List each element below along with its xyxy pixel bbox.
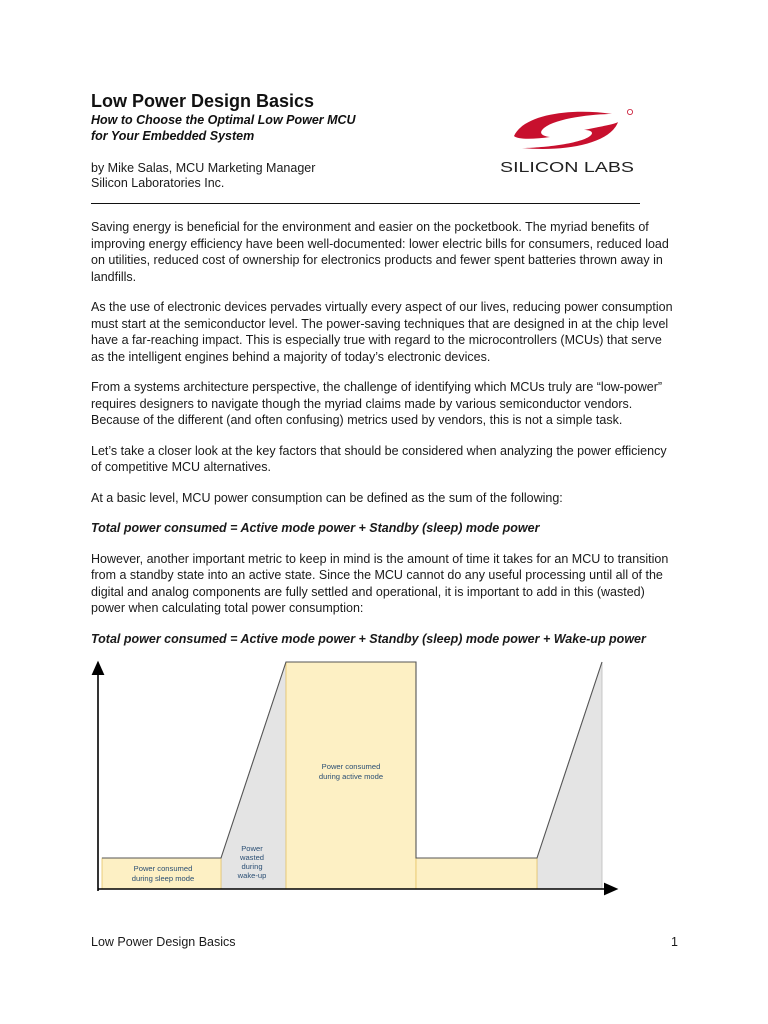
paragraph-2: As the use of electronic devices pervades virtually every aspect of our lives, reducing power consumption must start at the semiconductor level. The power-saving techniques that are designed in at the chip level have a far-reaching impact. This is especially true with regard to the microcontrollers (MCUs) that serve as the intelligent engines behind a majority of today’s electronic devices. [91,300,673,364]
sleep-label-line-2: during sleep mode [131,874,195,883]
active-label-line-2: during active mode [318,772,384,781]
formula-total-power: Total power consumed = Active mode power + Standby (sleep) mode power [91,521,540,535]
wake-label-line-3: during [241,862,263,871]
subtitle-line-1: How to Choose the Optimal Low Power MCU [91,113,356,127]
wake-label-line-4: wake-up [237,871,267,880]
byline-company: Silicon Laboratories Inc. [91,176,225,190]
paragraph-5: At a basic level, MCU power consumption can be defined as the sum of the following: [91,490,563,505]
sleep-label-line-1: Power consumed [133,864,193,873]
subtitle-line-2: for Your Embedded System [91,129,255,143]
footer-title: Low Power Design Basics [91,935,236,949]
logo-wordmark: SILICON LABS [500,159,634,176]
page-number: 1 [671,935,678,949]
silicon-labs-logo [494,106,640,178]
article-body [91,219,677,661]
paragraph-6: However, another important metric to keep in mind is the amount of time it takes for an MCU to transition from a standby state into an active state. Since the MCU cannot do any useful processing until all of the digital and analog components are fully settled and operational, it is important to add in this (wasted) power when calculating total power consumption: [91,551,669,615]
power-consumption-diagram [86,655,620,900]
paragraph-1: Saving energy is beneficial for the environment and easier on the pocketbook. The myriad benefits of improving energy efficiency have been well-documented: lower electric bills for consumers, reduced load on utilities, reduced cost of ownership for electronics products and fewer spent batteries thrown away in landfills. [91,220,669,284]
paragraph-3: From a systems architecture perspective, the challenge of identifying which MCUs truly are “low-power” requires designers to navigate though the myriad claims made by various semiconductor vendors. Because of the different (and often confusing) metrics used by vendors, this is not a simple task. [91,380,663,427]
header-divider [91,203,640,204]
byline-author: by Mike Salas, MCU Marketing Manager [91,161,316,175]
paragraph-4: Let’s take a closer look at the key factors that should be considered when analyzing the power efficiency of competitive MCU alternatives. [91,443,667,474]
document-title: Low Power Design Basics [91,91,315,111]
wake-up-region-2 [537,662,602,889]
wake-label-line-2: wasted [239,853,265,862]
wake-label-line-1: Power [241,844,263,853]
document-subtitle [91,112,451,144]
active-label-line-1: Power consumed [321,762,381,771]
formula-total-power-wakeup: Total power consumed = Active mode power + Standby (sleep) mode power + Wake-up power [91,631,646,646]
byline [91,161,315,191]
silicon-labs-swirl-icon [514,109,633,149]
sleep-mode-region-2 [416,858,537,889]
